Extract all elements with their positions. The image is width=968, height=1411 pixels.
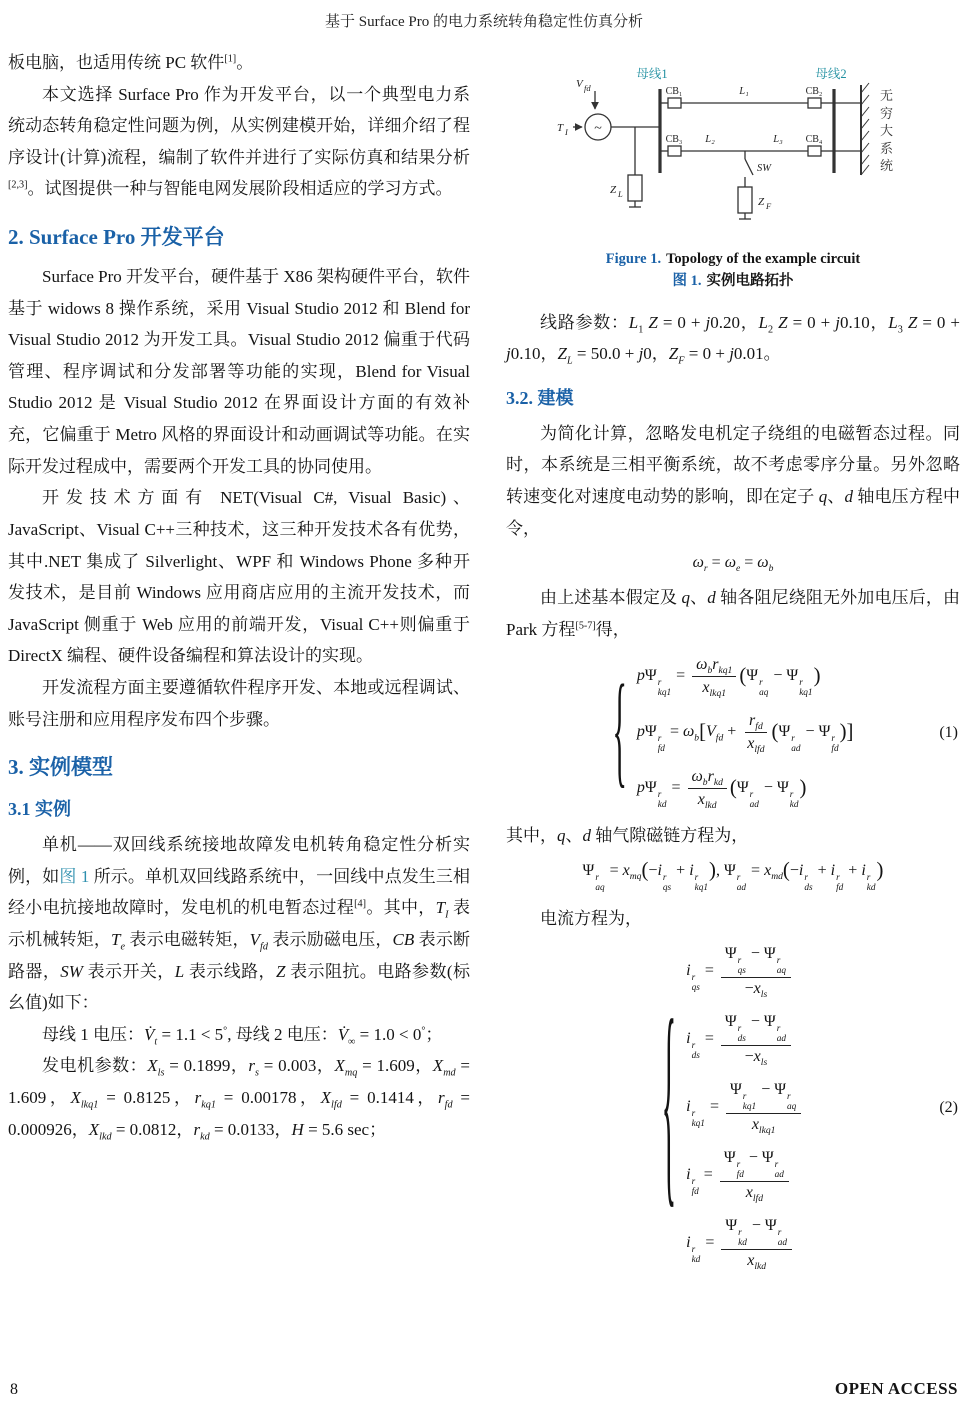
- zf-box: [738, 187, 752, 213]
- equation-2-system: [662, 944, 805, 1270]
- bus1-label: 母线1: [636, 67, 668, 81]
- sw-label: SW: [757, 163, 771, 174]
- ti-label-sub: I: [565, 127, 568, 137]
- wall-hatching: [861, 83, 869, 175]
- figure-caption-en-label: Figure 1.: [605, 251, 662, 267]
- cb4-label: CB₄: [805, 134, 823, 145]
- paragraph-line-parameters: 线路参数：$L_1$ Z = 0 + j0.20，$L_2$ Z = 0 + j0.10，$L_3$ Z = 0 + j0.10，$Z_L = 50.0 + j0$，$Z_F = 0 + j0.01$。: [506, 312, 961, 367]
- paragraph-flux-linkage-intro: 其中，q、d 轴气隙磁链方程为，: [506, 826, 749, 846]
- equation-number: (2): [939, 1098, 958, 1116]
- paragraph-example-description: 单机——双回线系统接地故障发电机转角稳定性分析实例，如图 1 所示。单机双回线路系统中，一回线中点发生三相经小电抗接地故障时，发电机的机电暂态过程[4]。其中，$T_I$ 表示机械转矩，$T_e$ 表示电磁转矩，$V_{fd}$ 表示励磁电压，CB 表示断路器，SW 表示开关，L 表示线路，Z 表示阻抗。电路参数(标幺值)如下：: [8, 835, 471, 1013]
- left-column: [8, 47, 470, 1281]
- equation-2-row: i r fd = Ψ r fd − Ψ r ad $x_{lfd}$: [686, 1148, 792, 1203]
- equation-flux-body: Ψ r aq = $x_{mq}(-i$ r qs + i r kq1 ), Ψ r ad = $x_{md}(-i$ r ds + i r fd + i r kd ): [582, 858, 884, 893]
- footer-page-number: 8: [10, 1381, 18, 1398]
- figure-caption: [506, 249, 960, 293]
- equation-1-rows: [637, 655, 854, 810]
- zl-label: Z: [610, 184, 617, 196]
- equation-1-row: pΨ r kq1 = $\frac{\omega_br_{kq1}}{x_{lkq1}}$ (Ψ r aq − Ψ r kq1 ): [636, 656, 821, 700]
- l2-label: L₂: [705, 134, 715, 145]
- subsection-heading-3-2: 3.2. 建模: [506, 387, 574, 408]
- sw-blade: [745, 159, 753, 175]
- equation-1-row: pΨ r kd = $\frac{\omega_br_{kd}}{x_{lkd}}$ (Ψ r ad − Ψ r kd ): [636, 768, 807, 812]
- equation-flux: [506, 858, 960, 893]
- equation-1-system: [613, 655, 854, 810]
- paragraph-bus-voltages: 母线 1 电压：$V̇_t = 1.1 < 5^\circ$, 母线 2 电压：$V̇_\infty = 1.0 < 0^\circ$；: [42, 1024, 443, 1048]
- equation-1-row: pΨ r fd = $\omega_b[V_{fd}$ + $\frac{r_{fd}}{x_{lfd}}$ (Ψ r ad − Ψ r fd )]: [636, 712, 854, 756]
- section-heading-2: 2. Surface Pro 开发平台: [8, 225, 225, 250]
- equation-omega-body: $\omega_r = \omega_e = \omega_b$: [692, 554, 774, 575]
- left-brace: {: [661, 978, 677, 1230]
- paragraph-current-equations-intro: 电流方程为，: [540, 908, 642, 928]
- l1-label: L₁: [739, 86, 749, 97]
- equation-2: [506, 944, 960, 1270]
- paragraph-workflow: 开发流程方面主要遵循软件程序开发、本地或远程调试、账号注册和应用程序发布四个步骤。: [8, 677, 470, 729]
- equation-number: (1): [939, 723, 958, 741]
- section-heading-3: 3. 实例模型: [8, 755, 113, 780]
- equation-1: [506, 655, 960, 810]
- figure-caption-zh-text: 实例电路拓扑: [706, 272, 794, 289]
- zl-box: [628, 175, 642, 201]
- cb2-box: [808, 98, 821, 108]
- ti-label: T: [557, 122, 564, 134]
- vfd-label: V: [576, 78, 583, 90]
- cb3-box: [668, 146, 681, 156]
- equation-2-rows: [686, 944, 804, 1270]
- two-column-body: [8, 47, 960, 1281]
- cb1-label: CB₁: [665, 86, 683, 97]
- cb3-label: CB₃: [665, 134, 683, 145]
- vfd-label-sub: fd: [584, 83, 591, 93]
- page-footer: [10, 1379, 958, 1399]
- zf-label-sub: F: [766, 201, 772, 211]
- equation-omega: [506, 554, 960, 575]
- figure-caption-en-text: Topology of the example circuit: [666, 251, 861, 267]
- right-column: [506, 47, 960, 1281]
- left-brace: {: [612, 661, 627, 801]
- equation-2-row: i r qs = Ψ r qs − Ψ r aq $-x_{ls}$: [686, 944, 794, 999]
- paragraph-modeling-assumptions: 为简化计算，忽略发电机定子绕组的电磁暂态过程。同时，本系统是三相平衡系统，故不考虑零序分量。另外忽略转速变化对速度电动势的影响，即在定子 q、d 轴电压方程中令，: [506, 423, 961, 538]
- cb2-label: CB₂: [805, 86, 823, 97]
- l3-label: L₃: [773, 134, 783, 145]
- cb4-box: [808, 146, 821, 156]
- figure-1: [550, 47, 960, 247]
- paragraph-generator-parameters: 发电机参数：$X_{ls} = 0.1899$，$r_s = 0.003$，$X_{mq} = 1.609$，$X_{md} = 1.609$，$X_{lkq1} = 0.8125$，$r_{kq1} = 0.00178$，$X_{lfd} = 0.1414$，$r_{fd} = 0.000926$，$X_{lkd} = 0.0812$，$r_{kd} = 0.0133$，H = 5.6 sec；: [8, 1056, 471, 1143]
- figure-caption-zh: [506, 271, 960, 293]
- figure-caption-zh-label: 图 1.: [672, 272, 702, 289]
- paragraph-technologies: 开发技术方面有 NET(Visual C#, Visual Basic)、JavaScript、Visual C++三种技术，这三种开发技术各有优势，其中.NET 集成了 Silverlight、WPF 和 Windows Phone 多种开发技术，是目前 Windows 应用商店应用的主流开发技术，而 JavaScript 侧重于 Web 应用的前端开发，Visual C++则偏重于 DirectX 编程、硬件设备编程和算法设计的实现。: [8, 488, 470, 666]
- footer-open-access: OPEN ACCESS: [834, 1379, 958, 1398]
- subsection-heading-3-1: 3.1 实例: [8, 799, 71, 820]
- paragraph-platform: Surface Pro 开发平台，硬件基于 X86 架构硬件平台，软件基于 widows 8 操作系统，采用 Visual Studio 2012 和 Blend for Visual Studio 2012 为开发工具。Visual Studio 2012 偏重于代码管理、程序调试和分发部署等功能的实现，Blend for Visual Studio 2012 是 Visual Studio 2012 在界面设计方面的有效补充，它偏重于 Metro 风格的界面设计和动画调试等功能。在实际开发过程成中，需要两个开发工具的协同使用。: [8, 267, 470, 476]
- paragraph-park-equations-intro: 由上述基本假定及 q、d 轴各阻尼绕阻无外加电压后，由 Park 方程[5-7]得，: [506, 588, 961, 639]
- equation-2-row: i r ds = Ψ r ds − Ψ r ad $-x_{ls}$: [686, 1012, 794, 1067]
- running-header-title: 基于 Surface Pro 的电力系统转角稳定性仿真分析: [325, 14, 643, 30]
- cb1-box: [668, 98, 681, 108]
- figure-caption-en: [506, 249, 960, 271]
- infinite-system-label: 无穷大系统: [880, 88, 894, 174]
- equation-2-row: i r kq1 = Ψ r kq1 − Ψ r aq $x_{lkq1}$: [686, 1080, 804, 1135]
- paragraph-intro: 本文选择 Surface Pro 作为开发平台，以一个典型电力系统动态转角稳定性问题为例，从实例建模开始，详细介绍了程序设计(计算)流程，编制了软件并进行了实际仿真和结果分析[2,3]。试图提供一种与智能电网发展阶段相适应的学习方式。: [8, 84, 470, 199]
- running-header: [8, 10, 960, 31]
- bus2-label: 母线2: [815, 67, 847, 81]
- figure-reference-link[interactable]: 图 1: [59, 866, 90, 886]
- equation-2-row: i r kd = Ψ r kd − Ψ r ad $x_{lkd}$: [686, 1216, 795, 1271]
- zf-label: Z: [758, 196, 765, 208]
- generator-tilde: ~: [594, 121, 602, 136]
- paragraph-intro-continuation: 板电脑，也适用传统 PC 软件[1]。: [8, 53, 254, 72]
- zl-label-sub: L: [618, 189, 623, 199]
